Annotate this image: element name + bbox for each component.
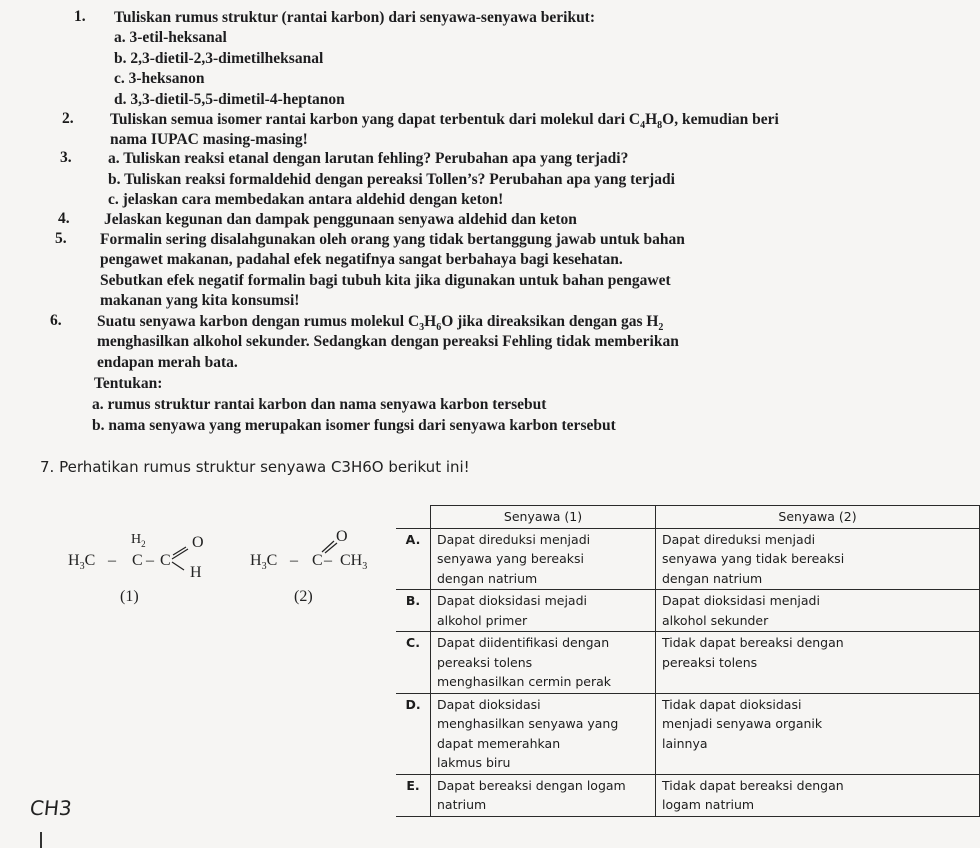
handwritten-note: CH3 — [28, 796, 73, 820]
option-key: B. — [396, 590, 431, 632]
s2-oxygen: O — [336, 528, 348, 545]
option-key: E. — [396, 774, 431, 816]
cell-line: dapat memerahkan — [437, 735, 561, 751]
option-key: C. — [396, 632, 431, 694]
q6-line3: endapan merah bata. — [97, 354, 238, 371]
q5-line3: Sebutkan efek negatif formalin bagi tubuh kita jika digunakan untuk bahan pengawet — [100, 272, 671, 289]
cell-line: lakmus biru — [437, 755, 511, 770]
cell-senyawa-2 — [656, 632, 980, 694]
q4-text: Jelaskan kegunan dan dampak penggunaan senyawa aldehid dan keton — [104, 211, 577, 228]
q5-line1: Formalin sering disalahgunakan oleh orang yang tidak bertanggung jawab untuk bahan — [100, 231, 685, 248]
cell-senyawa-1 — [431, 590, 656, 632]
cell-line: dengan natrium — [662, 570, 763, 586]
s1-hydrogen: H — [190, 564, 202, 581]
cell-senyawa-2 — [656, 693, 980, 774]
cell-line: Dapat bereaksi dengan logam — [437, 777, 626, 793]
cell-line: Tidak dapat bereaksi dengan — [662, 635, 844, 650]
cell-line: Dapat direduksi menjadi — [437, 531, 591, 547]
q6-item-a: a. rumus struktur rantai karbon dan nama senyawa karbon tersebut — [92, 396, 547, 413]
cell-senyawa-2 — [656, 528, 980, 590]
q3-number: 3. — [60, 149, 72, 166]
cell-line: Dapat dioksidasi — [437, 696, 541, 712]
cell-senyawa-2 — [656, 590, 980, 632]
cell-line: Tidak dapat bereaksi dengan — [662, 777, 844, 793]
table-header-senyawa-2: Senyawa (2) — [656, 506, 980, 529]
q6-number: 6. — [50, 312, 62, 329]
cell-line: logam natrium — [662, 797, 755, 812]
q6-line2: menghasilkan alkohol sekunder. Sedangkan dengan pereaksi Fehling tidak memberikan — [97, 333, 679, 350]
cell-senyawa-1 — [431, 632, 656, 694]
q7-text: 7. Perhatikan rumus struktur senyawa C3H6O berikut ini! — [40, 458, 470, 476]
cell-senyawa-1 — [431, 528, 656, 590]
q5-line4: makanan yang kita konsumsi! — [100, 292, 300, 309]
s1-label: (1) — [120, 588, 139, 605]
q5-number: 5. — [55, 230, 67, 247]
cell-line: menjadi senyawa organik — [662, 716, 823, 731]
q6-line1: Suatu senyawa karbon dengan rumus molekul $C_3H_6O$ jika direaksikan dengan gas $H_2$ — [97, 313, 664, 334]
cell-line: pereaksi tolens — [662, 654, 758, 670]
cell-line: natrium — [437, 797, 487, 812]
cell-line: pereaksi tolens — [437, 654, 533, 670]
cell-line: Dapat diidentifikasi dengan — [437, 635, 610, 650]
s2-label: (2) — [294, 588, 313, 605]
s1-h3c: $H_3C$ — [68, 552, 96, 573]
cell-senyawa-1 — [431, 774, 656, 816]
cell-line: Dapat direduksi menjadi — [662, 531, 816, 547]
cell-line: alkohol primer — [437, 612, 528, 628]
cell-line: menghasilkan senyawa yang — [437, 716, 619, 731]
cell-line: senyawa yang tidak bereaksi — [662, 551, 845, 566]
cell-line: lainnya — [662, 735, 708, 751]
q3-item-b: b. Tuliskan reaksi formaldehid dengan pereaksi Tollen’s? Perubahan apa yang terjadi — [108, 171, 675, 188]
cell-senyawa-1 — [431, 693, 656, 774]
s2-c-mid: C — [312, 552, 323, 569]
comparison-table — [396, 505, 980, 817]
cell-line: dengan natrium — [437, 570, 538, 586]
cell-line: senyawa yang bereaksi — [437, 551, 584, 566]
table-row — [396, 774, 980, 816]
structure-1: $H_3C$ – $H_2$ C – C O H (1) — [68, 532, 204, 605]
s2-ch3: $CH_3$ — [340, 552, 368, 573]
table-row — [396, 590, 980, 632]
handwritten-stroke — [40, 832, 42, 848]
s2-h3c: $H_3C$ — [250, 552, 278, 573]
option-key: A. — [396, 528, 431, 590]
table-header-row — [396, 506, 980, 529]
q1-item-d: d. 3,3-dietil-5,5-dimetil-4-heptanon — [114, 91, 345, 108]
q6-item-b: b. nama senyawa yang merupakan isomer fungsi dari senyawa karbon tersebut — [92, 417, 616, 434]
table-row — [396, 693, 980, 774]
table-header-senyawa-1: Senyawa (1) — [431, 506, 656, 529]
table-body — [396, 528, 980, 816]
option-key: D. — [396, 693, 431, 774]
q4-number: 4. — [58, 210, 70, 227]
cell-line: Dapat dioksidasi mejadi — [437, 593, 587, 608]
q3-item-a: a. Tuliskan reaksi etanal dengan larutan fehling? Perubahan apa yang terjadi? — [108, 150, 629, 167]
q3-item-c: c. jelaskan cara membedakan antara aldehid dengan keton! — [108, 191, 504, 208]
structure-2: $H_3C$ – C O – $CH_3$ (2) — [250, 528, 368, 605]
table-header-blank — [396, 506, 431, 529]
table-row — [396, 632, 980, 694]
q1-item-a: a. 3-etil-heksanal — [114, 29, 227, 46]
cell-line: menghasilkan cermin perak — [437, 674, 612, 689]
s1-h2: $H_2$ — [131, 532, 146, 549]
q2-number: 2. — [62, 110, 74, 127]
cell-line: Dapat dioksidasi menjadi — [662, 593, 820, 608]
q1-text: Tuliskan rumus struktur (rantai karbon) dari senyawa-senyawa berikut: — [114, 9, 596, 26]
q6-line4: Tentukan: — [94, 375, 163, 392]
q2-line2: nama IUPAC masing-masing! — [110, 131, 308, 148]
cell-line: Tidak dapat dioksidasi — [662, 696, 802, 712]
q1-item-c: c. 3-heksanon — [114, 70, 205, 87]
q5-line2: pengawet makanan, padahal efek negatifnya sangat berbahaya bagi kesehatan. — [100, 251, 623, 268]
s1-c-end: C — [160, 552, 171, 569]
s1-c-mid: C — [132, 552, 143, 569]
q1-number: 1. — [74, 8, 86, 25]
s1-oxygen: O — [192, 534, 204, 551]
q1-item-b: b. 2,3-dietil-2,3-dimetilheksanal — [114, 50, 324, 67]
q2-line1: Tuliskan semua isomer rantai karbon yang dapat terbentuk dari molekul dari $C_4H_8O$, kemudian beri — [110, 111, 779, 132]
table-row — [396, 528, 980, 590]
cell-senyawa-2 — [656, 774, 980, 816]
cell-line: alkohol sekunder — [662, 612, 769, 628]
